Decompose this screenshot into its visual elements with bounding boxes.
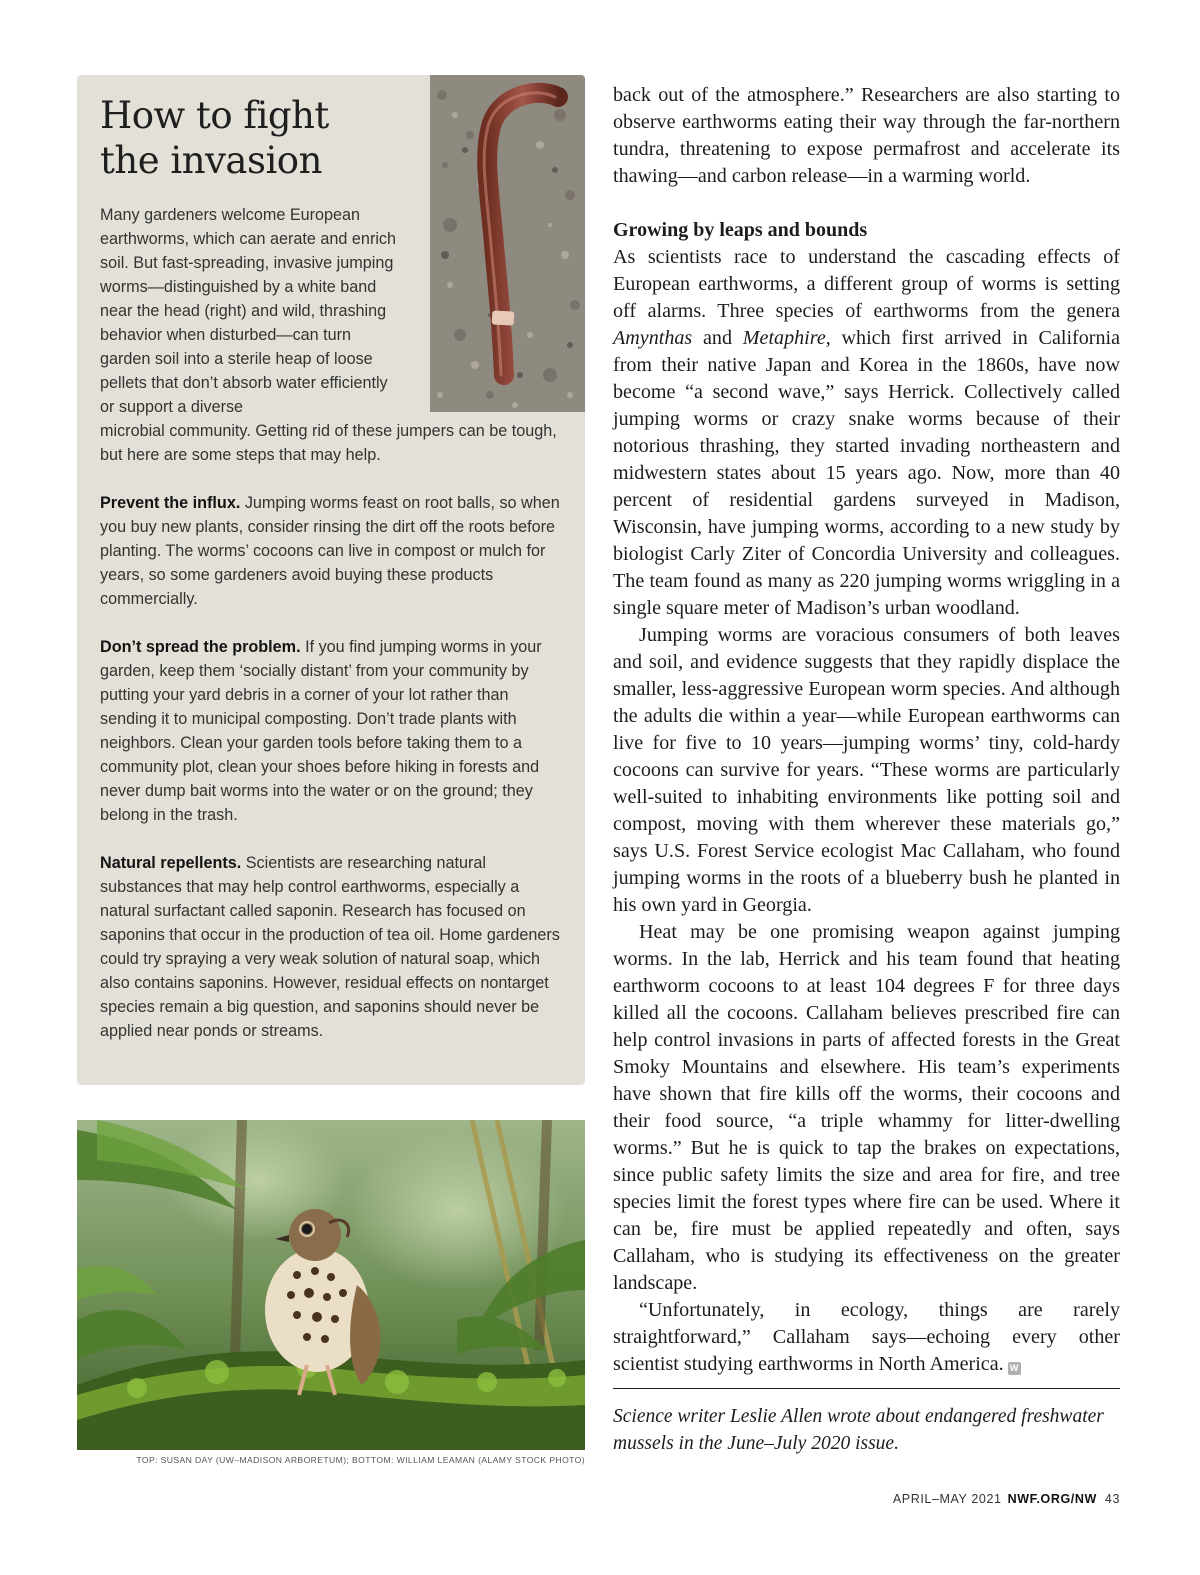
site-url: NWF.ORG/NW [1007, 1492, 1097, 1506]
bird-illustration [77, 1120, 585, 1450]
paragraph-gap [613, 190, 1120, 217]
p1-and: and [692, 327, 743, 349]
p1-text-a: As scientists race to understand the cascading effects of European earthworms, a different group of worms is setting off alarms. Three species of earthworms from the genera [613, 246, 1120, 322]
article-paragraph-2: Jumping worms are voracious consumers of both leaves and soil, and evidence suggests that they rapidly displace the smaller, less-aggressive European worm species. And although the adults die within a year—while European earthworms can live for five to 10 years—jumping worms’ tiny, cold-hardy cocoons can survive for years. “These worms are particularly well-suited to inhabiting environments like potting soil and compost, moving with them wherever these materials go,” says U.S. Forest Service ecologist Mac Callaham, who found jumping worms in the roots of a blueberry bush he planted in his own yard in Georgia. [613, 624, 1120, 916]
end-mark-icon: W [1008, 1362, 1021, 1375]
article-paragraph-continued: back out of the atmosphere.” Researchers are also starting to observe earthworms eating their way through the far-northern tundra, threatening to expose permafrost and accelerate its thawing—and carbon release—in a warming world. [613, 84, 1120, 187]
sidebar-body [100, 203, 568, 1067]
p1-text-b: , which first arrived in California from their native Japan and Korea in the 1860s, have now become “a second wave,” says Herrick. Collectively called jumping worms or crazy snake worms because of their notorious thrashing, they started invading northeastern and midwestern states about 15 years ago. Now, more than 40 percent of residential gardens surveyed in Madison, Wisconsin, have jumping worms, according to a new study by biologist Carly Ziter of Concordia University and colleagues. The team found as many as 220 jumping worms wriggling in a single square meter of Madison’s urban woodland. [613, 327, 1121, 619]
sidebar-title-line2: the invasion [100, 139, 322, 182]
author-bio: Science writer Leslie Allen wrote about endangered freshwater mussels in the June–July 2020 issue. [613, 1406, 1104, 1454]
tip-text: Scientists are researching natural substances that may help control earthworms, especially a natural surfactant called saponin. Research has focused on saponins that occur in the production of tea oil. Home gardeners could try spraying a very weak solution of natural soap, which also contains saponins. However, residual effects on nontarget species remain a big question, and saponins should never be applied near ponds or streams. [100, 854, 560, 1040]
tip-dont-spread [100, 635, 568, 827]
sidebar-intro [100, 203, 568, 467]
article-paragraph-4 [613, 1297, 1120, 1378]
sidebar-title [100, 93, 400, 183]
photo-credit: TOP: SUSAN DAY (UW–MADISON ARBORETUM); BOTTOM: WILLIAM LEAMAN (ALAMY STOCK PHOTO) [136, 1455, 585, 1465]
thrush-eating-worm-photo [77, 1120, 585, 1450]
tip-text: Jumping worms feast on root balls, so when you buy new plants, consider rinsing the dirt off the roots before planting. The worms’ cocoons can live in compost or mulch for years, so some gardeners avoid buying these products commercially. [100, 494, 560, 608]
sidebar-intro-wide: microbial community. Getting rid of these jumpers can be tough, but here are some steps that may help. [100, 422, 557, 464]
tip-heading: Don’t spread the problem. [100, 638, 301, 656]
tip-text: If you find jumping worms in your garden, keep them ‘socially distant’ from your community by putting your yard debris in a corner of your lot rather than sending it to municipal composting. Don’t trade plants with neighbors. Clean your garden tools before taking them to a community plot, clean your shoes before hiking in forests and never dump bait worms into the water or on the ground; they belong in the trash. [100, 638, 542, 824]
article-paragraph-1 [613, 244, 1120, 622]
genus-metaphire: Metaphire [742, 327, 826, 349]
article-paragraph-3: Heat may be one promising weapon against jumping worms. In the lab, Herrick and his team found that heating earthworm cocoons to at least 104 degrees F for three days killed all the cocoons. Callaham believes prescribed fire can help control invasions in parts of affected forests in the Great Smoky Mountains and elsewhere. His team’s experiments have shown that fire kills off the worms, their cocoons and their food source, “a triple whammy for litter-dwelling worms.” But he is quick to tap the brakes on expectations, since public safety limits the size and area for fire, and tree species limit the forest types where fire can be used. Where it can be, fire must be applied repeatedly and often, says Callaham, who is studying its effectiveness on the greater landscape. [613, 921, 1120, 1294]
p4-text: “Unfortunately, in ecology, things are rarely straightforward,” Callaham says—echoing every other scientist studying earthworms in North America. [613, 1299, 1120, 1375]
page-number: 43 [1104, 1492, 1120, 1506]
article-column [613, 82, 1120, 1378]
issue-date: APRIL–MAY 2021 [892, 1492, 1002, 1506]
tip-natural-repellents [100, 851, 568, 1043]
sidebar-box [77, 75, 585, 1085]
sidebar-title-line1: How to fight [100, 94, 329, 137]
tip-heading: Prevent the influx. [100, 494, 241, 512]
page-footer [893, 1492, 1120, 1506]
tip-heading: Natural repellents. [100, 854, 242, 872]
genus-amynthas: Amynthas [613, 327, 693, 349]
bio-divider [613, 1388, 1120, 1389]
article-subhead: Growing by leaps and bounds [613, 219, 868, 241]
sidebar-intro-narrow: Many gardeners welcome European earthworms, which can aerate and enrich soil. But fast-spreading, invasive jumping worms—distinguished by a white band near the head (right) and wild, thrashing behavior when disturbed—can turn garden soil into a sterile heap of loose pellets that don’t absorb water efficiently or support a diverse [100, 206, 397, 416]
tip-prevent-influx [100, 491, 568, 611]
